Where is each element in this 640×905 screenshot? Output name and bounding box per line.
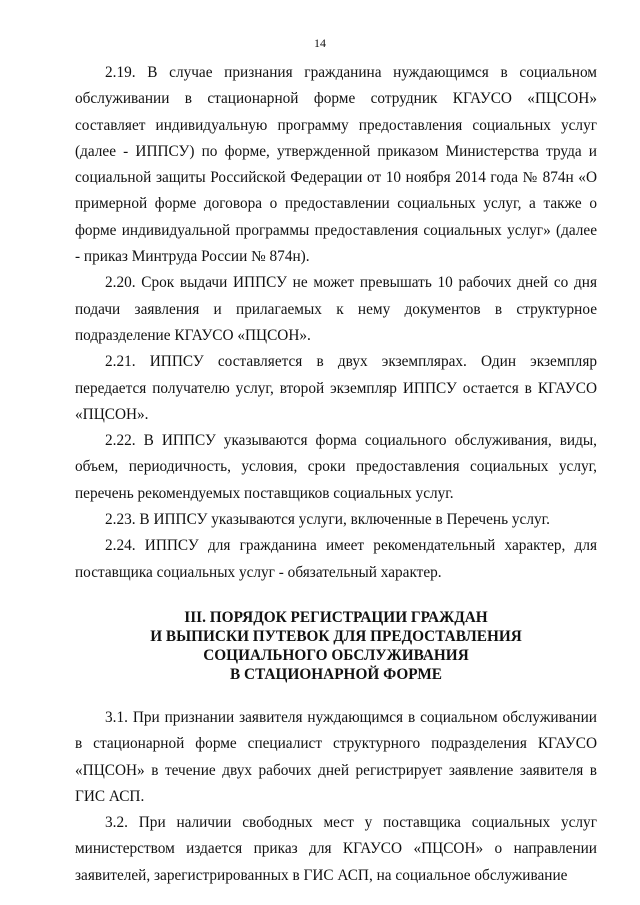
section-title-line: И ВЫПИСКИ ПУТЕВОК ДЛЯ ПРЕДОСТАВЛЕНИЯ <box>150 627 522 645</box>
document-body <box>75 60 597 889</box>
paragraph-2-22: 2.22. В ИППСУ указываются форма социального обслуживания, виды, объем, периодичность, условия, сроки предоставления социальных услуг, перечень рекомендуемых поставщиков социальных услуг. <box>75 432 597 502</box>
section-title-line: СОЦИАЛЬНОГО ОБСЛУЖИВАНИЯ <box>203 646 469 664</box>
paragraph-2-24: 2.24. ИППСУ для гражданина имеет рекомендательный характер, для поставщика социальных услуг - обязательный характер. <box>75 537 597 581</box>
paragraph-2-19: 2.19. В случае признания гражданина нуждающимся в социальном обслуживании в стационарной форме сотрудник КГАУСО «ПЦСОН» составляет индивидуальную программу предоставления социальных услуг (далее - ИППСУ) по форме, утвержденной приказом Министерства труда и социальной защиты Российской Федерации от 10 ноября 2014 года № 874н «О примерной форме договора о предоставлении социальных услуг, а также о форме индивидуальной программы предоставления социальных услуг» (далее - приказ Минтруда России № 874н). <box>75 64 597 266</box>
paragraph-2-21: 2.21. ИППСУ составляется в двух экземплярах. Один экземпляр передается получателю услуг, второй экземпляр ИППСУ остается в КГАУСО «ПЦСОН». <box>75 353 597 423</box>
section-title-line: В СТАЦИОНАРНОЙ ФОРМЕ <box>230 665 442 683</box>
paragraph-3-1: 3.1. При признании заявителя нуждающимся в социальном обслуживании в стационарной форме специалист структурного подразделения КГАУСО «ПЦСОН» в течение двух рабочих дней регистрирует заявление заявителя в ГИС АСП. <box>75 708 597 805</box>
paragraph-2-23: 2.23. В ИППСУ указываются услуги, включенные в Перечень услуг. <box>105 511 550 529</box>
paragraph-3-2: 3.2. При наличии свободных мест у поставщика социальных услуг министерством издается приказ для КГАУСО «ПЦСОН» о направлении заявителей, зарегистрированных в ГИС АСП, на социальное обслуживание <box>75 814 597 884</box>
section-title <box>75 608 597 684</box>
paragraph-2-20: 2.20. Срок выдачи ИППСУ не может превышать 10 рабочих дней со дня подачи заявления и прилагаемых к нему документов в структурное подразделение КГАУСО «ПЦСОН». <box>75 274 597 344</box>
section-title-line: III. ПОРЯДОК РЕГИСТРАЦИИ ГРАЖДАН <box>184 608 488 626</box>
page-number: 14 <box>314 36 326 50</box>
